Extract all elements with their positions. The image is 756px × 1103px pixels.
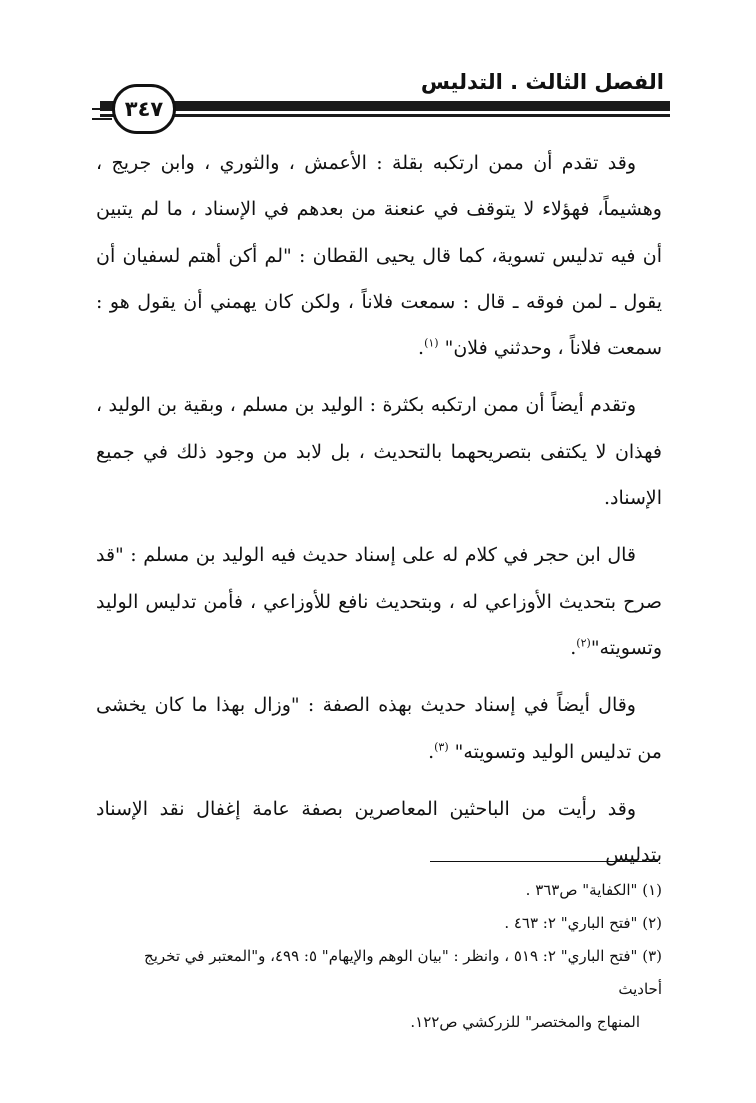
footnote-3: (٣) "فتح الباري" ٢: ٥١٩ ، وانظر : "بيان الوهم والإيهام" ٥: ٤٩٩، و"المعتبر في تخريج أحاديث bbox=[144, 947, 662, 998]
paragraph-4 bbox=[96, 682, 662, 775]
footnote-ref-3: (٣) bbox=[434, 740, 449, 754]
paragraph-4-end: . bbox=[428, 740, 435, 763]
footnote-separator bbox=[430, 861, 658, 862]
footnote-2: (٢) "فتح الباري" ٢: ٤٦٣ . bbox=[504, 914, 662, 932]
header-rule-thin bbox=[100, 114, 670, 117]
paragraph-3 bbox=[96, 532, 662, 671]
chapter-title: الفصل الثالث . التدليس bbox=[420, 70, 664, 94]
paragraph-5: وقد رأيت من الباحثين المعاصرين بصفة عامة إغفال نقد الإسناد بتدليس bbox=[96, 797, 662, 867]
paragraph-1-text: وقد تقدم أن ممن ارتكبه بقلة : الأعمش ، والثوري ، وابن جريج ، وهشيماً، فهؤلاء لا يتوقف في عنعنة من بعدهم في الإسناد ، ما لم يتبين أن فيه تدليس تسوية، كما قال يحيى القطان : "لم أكن أهتم لسفيان أن يقول ـ لمن فوقه ـ قال : سمعت فلاناً ، ولكن كان يهمني أن يقول هو : سمعت فلاناً ، وحدثني فلان" bbox=[96, 152, 662, 360]
footnote-ref-1: (١) bbox=[424, 336, 439, 350]
paragraph-1-end: . bbox=[418, 337, 425, 360]
header-rule-thick bbox=[100, 101, 670, 111]
paragraph-1 bbox=[96, 140, 662, 371]
header-rule bbox=[100, 101, 670, 123]
paragraph-4-text: وقال أيضاً في إسناد حديث بهذه الصفة : "وزال بهذا ما كان يخشى من تدليس الوليد وتسويته" bbox=[96, 694, 662, 763]
paragraph-2: وتقدم أيضاً أن ممن ارتكبه بكثرة : الوليد بن مسلم ، وبقية بن الوليد ، فهذان لا يكتفى بتصريحهما بالتحديث ، بل لابد من وجود ذلك في جميع الإسناد. bbox=[96, 394, 662, 510]
page-number: ٣٤٧ bbox=[112, 84, 176, 134]
header-rule-stub bbox=[92, 108, 112, 120]
paragraph-3-end: . bbox=[570, 636, 577, 659]
footnotes bbox=[96, 874, 662, 1039]
footnote-ref-2: (٢) bbox=[576, 636, 591, 650]
body-text bbox=[96, 140, 662, 878]
footnote-1: (١) "الكفاية" ص٣٦٣ . bbox=[525, 881, 662, 899]
paragraph-3-text: قال ابن حجر في كلام له على إسناد حديث فيه الوليد بن مسلم : "قد صرح بتحديث الأوزاعي له ، وبتحديث نافع للأوزاعي ، فأمن تدليس الوليد وتسويته" bbox=[96, 544, 662, 659]
footnote-3-continued: المنهاج والمختصر" للزركشي ص١٢٢. bbox=[410, 1013, 640, 1031]
